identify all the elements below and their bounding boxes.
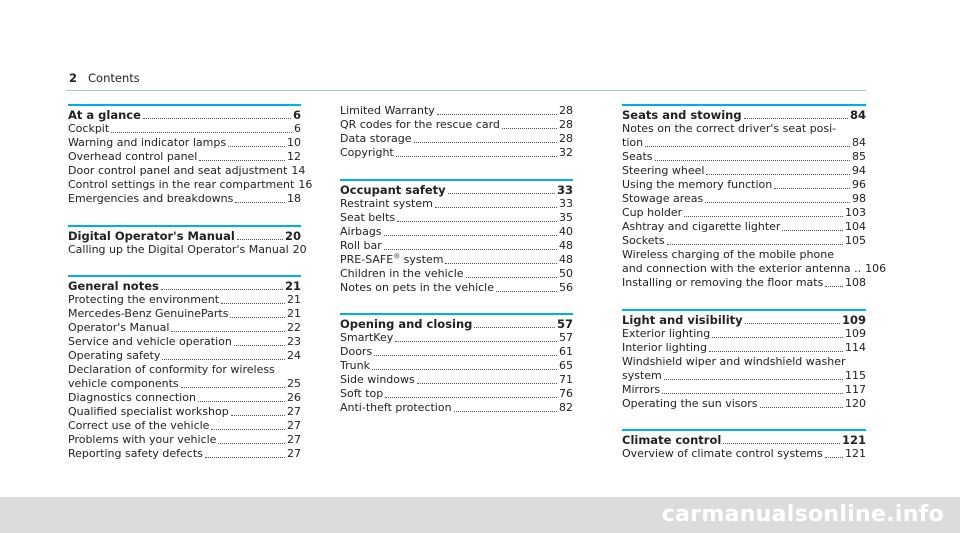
section-title: Digital Operator's Manual <box>68 228 235 243</box>
toc-entry[interactable] <box>622 248 866 262</box>
toc-entry[interactable] <box>68 293 301 307</box>
page-reference: 84 <box>849 108 866 122</box>
page-reference: 21 <box>284 279 301 294</box>
header-divider <box>66 90 866 91</box>
toc-section-heading[interactable] <box>622 108 866 122</box>
entry-label: SmartKey <box>340 331 394 345</box>
entry-label: PRE-SAFE® system <box>340 251 444 266</box>
entry-label: Diagnostics connection <box>68 391 196 405</box>
entry-label: Roll bar <box>340 238 382 252</box>
dot-leader <box>745 323 840 324</box>
dot-leader <box>234 345 285 346</box>
dot-leader <box>372 369 557 370</box>
dot-leader <box>474 327 555 328</box>
toc-entry[interactable] <box>340 225 573 239</box>
entry-label: Emergencies and breakdowns <box>68 192 234 205</box>
page-reference: 48 <box>559 238 573 252</box>
entry-label: Operator's Manual <box>68 321 170 335</box>
section-accent-bar <box>340 179 573 181</box>
entry-label: Cup holder <box>622 206 683 219</box>
toc-entry[interactable] <box>622 136 866 150</box>
toc-entry[interactable] <box>340 253 573 267</box>
dot-leader <box>231 415 285 416</box>
entry-label: Notes on pets in the vehicle <box>340 280 495 294</box>
entry-label: Stowage areas <box>622 192 704 205</box>
dot-leader <box>221 303 285 304</box>
toc-entry[interactable] <box>622 164 866 178</box>
entry-label: Side windows <box>340 373 415 387</box>
section-accent-bar <box>68 104 301 106</box>
entry-label: Seats <box>622 150 653 163</box>
toc-entry[interactable] <box>340 281 573 295</box>
section-title: At a glance <box>68 108 141 122</box>
page-reference: 27 <box>287 433 301 447</box>
dot-leader <box>445 263 557 264</box>
page-reference: 114 <box>845 340 866 354</box>
page-reference: 57 <box>559 331 573 345</box>
toc-column-2 <box>340 104 573 434</box>
entry-label: Notes on the correct driver's seat posi- <box>622 122 837 135</box>
toc-entry[interactable] <box>68 242 307 257</box>
section-accent-bar <box>68 275 301 277</box>
dot-leader <box>662 393 843 394</box>
toc-section <box>622 429 866 461</box>
entry-label: Declaration of conformity for wireless <box>68 363 275 377</box>
page-reference: 28 <box>559 118 573 131</box>
page-reference: 23 <box>287 335 301 349</box>
toc-entry[interactable] <box>68 363 301 377</box>
dot-leader <box>684 216 843 217</box>
page-reference: 106 <box>865 262 887 275</box>
dot-leader <box>706 174 850 175</box>
dot-leader <box>218 443 285 444</box>
toc-entry[interactable] <box>340 197 573 211</box>
entry-label: Wireless charging of the mobile phone <box>622 248 834 261</box>
toc-entry[interactable] <box>340 104 573 118</box>
section-accent-bar <box>622 104 866 106</box>
page-reference: 109 <box>845 326 866 340</box>
dot-leader <box>454 411 557 412</box>
dot-leader <box>417 383 557 384</box>
toc-entry[interactable] <box>622 192 866 206</box>
entry-label: tion <box>622 136 644 149</box>
page-reference: 33 <box>556 182 573 197</box>
toc-entry[interactable] <box>622 383 866 397</box>
dot-leader <box>198 401 285 402</box>
section-title: Light and visibility <box>622 312 743 327</box>
dot-leader <box>723 443 840 444</box>
dot-leader <box>760 407 844 408</box>
page-reference: 16 <box>298 178 313 191</box>
entry-label: Operating the sun visors <box>622 396 758 410</box>
page-reference: 14 <box>291 164 306 177</box>
section-title: Climate control <box>622 433 722 448</box>
dot-leader <box>384 249 557 250</box>
toc-section-heading[interactable] <box>622 313 866 327</box>
toc-column-3 <box>622 104 887 480</box>
entry-label: Windshield wiper and windshield washer <box>622 354 846 368</box>
toc-section-heading[interactable] <box>340 317 573 331</box>
page-reference: 94 <box>852 164 866 177</box>
section-title: General notes <box>68 279 159 294</box>
entry-label: Using the memory function <box>622 178 773 191</box>
dot-leader <box>667 244 843 245</box>
entry-label: Problems with your vehicle <box>68 433 217 447</box>
page-title: Contents <box>88 71 140 85</box>
page-reference: 96 <box>852 178 866 191</box>
dot-leader <box>199 160 285 161</box>
entry-label: system <box>622 368 662 382</box>
dot-leader <box>143 118 291 119</box>
toc-entry[interactable] <box>622 234 866 248</box>
page-reference: 109 <box>841 312 866 327</box>
toc-section <box>340 104 573 160</box>
dot-leader <box>395 341 557 342</box>
page-reference: 6 <box>294 122 301 135</box>
dot-leader <box>230 317 285 318</box>
page-reference: 10 <box>287 136 301 149</box>
toc-entry[interactable] <box>68 391 301 405</box>
entry-label: Doors <box>340 345 373 359</box>
page-reference: 104 <box>845 220 866 233</box>
toc-section <box>622 309 866 411</box>
toc-section <box>68 104 313 206</box>
page-reference: 28 <box>559 132 573 145</box>
dot-leader <box>162 359 285 360</box>
entry-label: Qualified specialist workshop <box>68 405 229 419</box>
dot-leader <box>374 355 557 356</box>
section-accent-bar <box>622 309 866 311</box>
page-reference: 28 <box>559 104 573 117</box>
entry-label: Interior lighting <box>622 340 708 354</box>
toc-entry[interactable] <box>340 373 573 387</box>
page-reference: 65 <box>559 359 573 373</box>
page-reference: 27 <box>287 419 301 433</box>
page-reference: 48 <box>559 252 573 266</box>
toc-section <box>340 313 573 415</box>
entry-label: Seat belts <box>340 210 396 224</box>
toc-entry[interactable] <box>622 369 866 383</box>
page-reference: 105 <box>845 234 866 247</box>
entry-label: Calling up the Digital Operator's Manual <box>68 242 289 256</box>
dot-leader <box>645 146 850 147</box>
watermark: carmanualsonline.info <box>0 497 960 533</box>
page-reference: 22 <box>287 321 301 335</box>
page-reference: 121 <box>845 447 866 461</box>
section-accent-bar <box>68 225 301 227</box>
page-reference: 21 <box>287 293 301 307</box>
toc-entry[interactable] <box>622 178 866 192</box>
toc-section <box>340 179 573 295</box>
toc-entry[interactable] <box>68 307 301 321</box>
toc-section-heading[interactable] <box>340 183 573 197</box>
toc-entry[interactable] <box>622 206 866 220</box>
page-reference: 103 <box>845 206 866 219</box>
entry-label: and connection with the exterior antenna .. <box>622 262 862 275</box>
entry-label: Airbags <box>340 224 382 238</box>
entry-label: Service and vehicle operation <box>68 335 232 349</box>
section-accent-bar <box>340 313 573 315</box>
entry-label: Ashtray and cigarette lighter <box>622 220 781 233</box>
dot-leader <box>414 142 557 143</box>
entry-label: Mirrors <box>622 382 661 396</box>
entry-label: Operating safety <box>68 349 161 363</box>
dot-leader <box>435 207 557 208</box>
page-reference: 12 <box>287 150 301 163</box>
entry-label: Door control panel and seat adjustment <box>68 164 288 177</box>
entry-label: Protecting the environment <box>68 293 220 307</box>
toc-section-heading[interactable] <box>622 433 866 447</box>
page-reference: 21 <box>287 307 301 321</box>
dot-leader <box>437 114 557 115</box>
page-reference: 121 <box>841 433 866 448</box>
entry-label: Steering wheel <box>622 164 705 177</box>
entry-label: Overview of climate control systems <box>622 447 823 461</box>
toc-entry[interactable] <box>340 387 573 401</box>
entry-label: Warning and indicator lamps <box>68 136 227 149</box>
dot-leader <box>111 132 292 133</box>
entry-label: Exterior lighting <box>622 326 711 340</box>
dot-leader <box>466 277 557 278</box>
dot-leader <box>502 128 557 129</box>
toc-entry[interactable] <box>68 321 301 335</box>
entry-label: Trunk <box>340 359 370 373</box>
entry-label: vehicle components <box>68 377 179 391</box>
toc-entry[interactable] <box>340 331 573 345</box>
dot-leader <box>228 146 285 147</box>
toc-entry[interactable] <box>622 122 866 136</box>
page-reference: 32 <box>559 146 573 159</box>
page-reference: 108 <box>845 276 866 289</box>
toc-entry[interactable] <box>68 178 313 192</box>
toc-column-1 <box>68 104 313 480</box>
dot-leader <box>384 235 557 236</box>
dot-leader <box>237 239 283 240</box>
page-reference: 71 <box>559 373 573 387</box>
dot-leader <box>211 429 285 430</box>
dot-leader <box>397 221 557 222</box>
dot-leader <box>235 202 285 203</box>
toc-entry[interactable] <box>68 335 301 349</box>
toc-entry[interactable] <box>68 122 301 136</box>
page-reference: 26 <box>287 391 301 405</box>
toc-entry[interactable] <box>622 341 866 355</box>
section-accent-bar <box>622 429 866 431</box>
page-reference: 50 <box>559 266 573 280</box>
entry-label: Overhead control panel <box>68 150 198 163</box>
page-reference: 85 <box>852 150 866 163</box>
dot-leader <box>825 286 843 287</box>
dot-leader <box>385 397 557 398</box>
dot-leader <box>496 291 557 292</box>
toc-entry[interactable] <box>68 405 301 419</box>
page-reference: 115 <box>845 368 866 382</box>
toc-entry[interactable] <box>622 447 866 461</box>
toc-entry[interactable] <box>340 239 573 253</box>
toc-entry[interactable] <box>622 397 866 411</box>
toc-entry[interactable] <box>68 150 301 164</box>
dot-leader <box>744 118 848 119</box>
toc-entry[interactable] <box>340 267 573 281</box>
section-title: Occupant safety <box>340 182 446 197</box>
toc-entry[interactable] <box>340 359 573 373</box>
page-reference: 24 <box>287 349 301 363</box>
dot-leader <box>396 156 557 157</box>
toc-section <box>68 225 307 257</box>
entry-label: Children in the vehicle <box>340 266 464 280</box>
toc-entry[interactable] <box>68 377 301 391</box>
entry-label: Copyright <box>340 146 394 159</box>
page-reference: 76 <box>559 387 573 401</box>
entry-label: QR codes for the rescue card <box>340 118 500 131</box>
page-reference: 57 <box>556 317 573 332</box>
toc-entry[interactable] <box>68 136 301 150</box>
toc-entry[interactable] <box>68 447 301 461</box>
toc-entry[interactable] <box>622 276 866 290</box>
section-title: Seats and stowing <box>622 108 742 122</box>
toc-section <box>622 104 887 290</box>
entry-label: Control settings in the rear compartment <box>68 178 295 191</box>
page-reference: 27 <box>287 405 301 419</box>
page-reference: 56 <box>559 280 573 294</box>
entry-label: Correct use of the vehicle <box>68 419 210 433</box>
page-reference: 20 <box>292 242 307 256</box>
page-number: 2 <box>69 71 78 85</box>
page-reference: 84 <box>852 136 866 149</box>
toc-entry[interactable] <box>622 355 866 369</box>
dot-leader <box>205 457 285 458</box>
toc-section-heading[interactable] <box>68 108 301 122</box>
entry-label: Limited Warranty <box>340 104 435 117</box>
dot-leader <box>161 289 283 290</box>
section-title: Opening and closing <box>340 317 473 332</box>
page-reference: 40 <box>559 224 573 238</box>
dot-leader <box>709 351 843 352</box>
toc-entry[interactable] <box>622 327 866 341</box>
toc-entry[interactable] <box>68 433 301 447</box>
toc-entry[interactable] <box>68 164 306 178</box>
page-reference: 117 <box>845 382 866 396</box>
dot-leader <box>448 193 555 194</box>
entry-label: Installing or removing the floor mats <box>622 276 824 289</box>
entry-label: Sockets <box>622 234 665 247</box>
toc-entry[interactable] <box>68 192 301 206</box>
toc-entry[interactable] <box>622 150 866 164</box>
toc-entry[interactable] <box>622 220 866 234</box>
toc-section-heading[interactable] <box>68 279 301 293</box>
entry-label: Cockpit <box>68 122 110 135</box>
dot-leader <box>825 457 843 458</box>
page-reference: 35 <box>559 210 573 224</box>
dot-leader <box>664 379 843 380</box>
dot-leader <box>655 160 850 161</box>
entry-label: Data storage <box>340 132 412 145</box>
toc-entry[interactable] <box>340 345 573 359</box>
entry-label: Restraint system <box>340 196 433 210</box>
toc-entry[interactable] <box>340 132 573 146</box>
toc-entry[interactable] <box>68 349 301 363</box>
page-reference: 25 <box>287 377 301 391</box>
dot-leader <box>171 331 285 332</box>
entry-label: Soft top <box>340 387 384 401</box>
page-reference: 20 <box>284 228 301 243</box>
page-reference: 27 <box>287 447 301 461</box>
page-reference: 33 <box>559 196 573 210</box>
toc-entry[interactable] <box>340 211 573 225</box>
toc-entry[interactable] <box>340 401 573 415</box>
entry-label: Anti-theft protection <box>340 401 452 415</box>
page-reference: 98 <box>852 192 866 205</box>
toc-entry[interactable] <box>68 419 301 433</box>
page-reference: 6 <box>292 108 301 122</box>
entry-label: Reporting safety defects <box>68 447 203 461</box>
toc-entry[interactable] <box>340 118 573 132</box>
page-reference: 61 <box>559 345 573 359</box>
dot-leader <box>712 337 843 338</box>
dot-leader <box>705 202 850 203</box>
page-reference: 82 <box>559 401 573 415</box>
dot-leader <box>782 230 843 231</box>
toc-section <box>68 275 301 461</box>
page-reference: 18 <box>287 192 301 205</box>
toc-entry[interactable] <box>622 262 887 276</box>
entry-label: Mercedes-Benz GenuineParts <box>68 307 229 321</box>
page-reference: 120 <box>845 396 866 410</box>
toc-entry[interactable] <box>340 146 573 160</box>
dot-leader <box>181 387 285 388</box>
dot-leader <box>774 188 850 189</box>
toc-section-heading[interactable] <box>68 229 301 243</box>
